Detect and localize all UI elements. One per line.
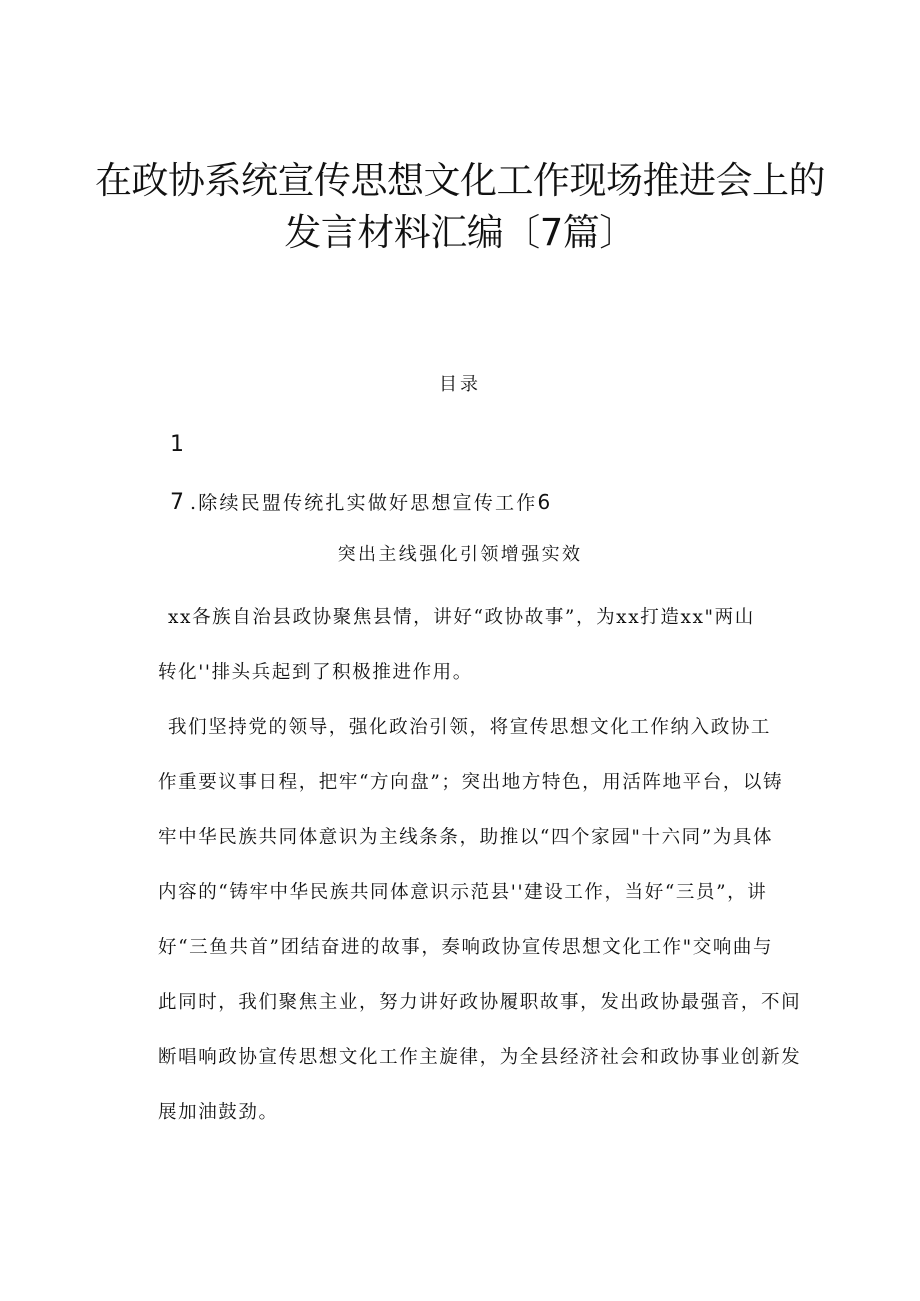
paragraph-line: 转化''排头兵起到了积极推进作用。 [158, 662, 473, 683]
paragraph-line: 内容的“铸牢中华民族共同体意识示范县''建设工作，当好“三员”，讲 [158, 882, 768, 903]
paragraph-line: xx各族自治县政协聚焦县情，讲好“政协故事”，为xx打造xx"两山 [168, 607, 755, 628]
paragraph-1 [158, 590, 808, 700]
paragraph-line: 此同时，我们聚焦主业，努力讲好政协履职故事，发出政协最强音，不间 [158, 992, 802, 1013]
toc-heading: 目录 [439, 374, 481, 395]
toc-entry-page: 6 [537, 490, 551, 514]
paragraph-line: 我们坚持党的领导，强化政治引领，将宣传思想文化工作纳入政协工 [168, 717, 772, 738]
paragraph-line: 好“三鱼共首”团结奋进的故事，奏响政协宣传思想文化工作"交响曲与 [158, 937, 774, 958]
document-title-line-1: 在政协系统宣传思想文化工作现场推进会上的 [95, 159, 825, 202]
document-title-line-2: 发言材料汇编〔7篇〕 [284, 211, 636, 254]
toc-entry-text: .除续民盟传统扎实做好思想宣传工作 [190, 492, 538, 514]
paragraph-line: 展加油鼓劲。 [158, 1102, 279, 1123]
toc-entry [170, 488, 550, 515]
paragraph-line: 牢中华民族共同体意识为主线条条，助推以“四个家园"十六同”为具体 [158, 827, 774, 848]
section-title: 突出主线强化引领增强实效 [337, 544, 583, 565]
toc-entry-number: 7 [170, 490, 184, 515]
toc-number: 1 [170, 432, 184, 457]
paragraph-line: 作重要议事日程，把牢“方向盘”；突出地方特色，用活阵地平台，以铸 [158, 772, 784, 793]
paragraph-line: 断唱响政协宣传思想文化工作主旋律，为全县经济社会和政协事业创新发 [158, 1047, 802, 1068]
paragraph-2 [158, 700, 808, 1140]
